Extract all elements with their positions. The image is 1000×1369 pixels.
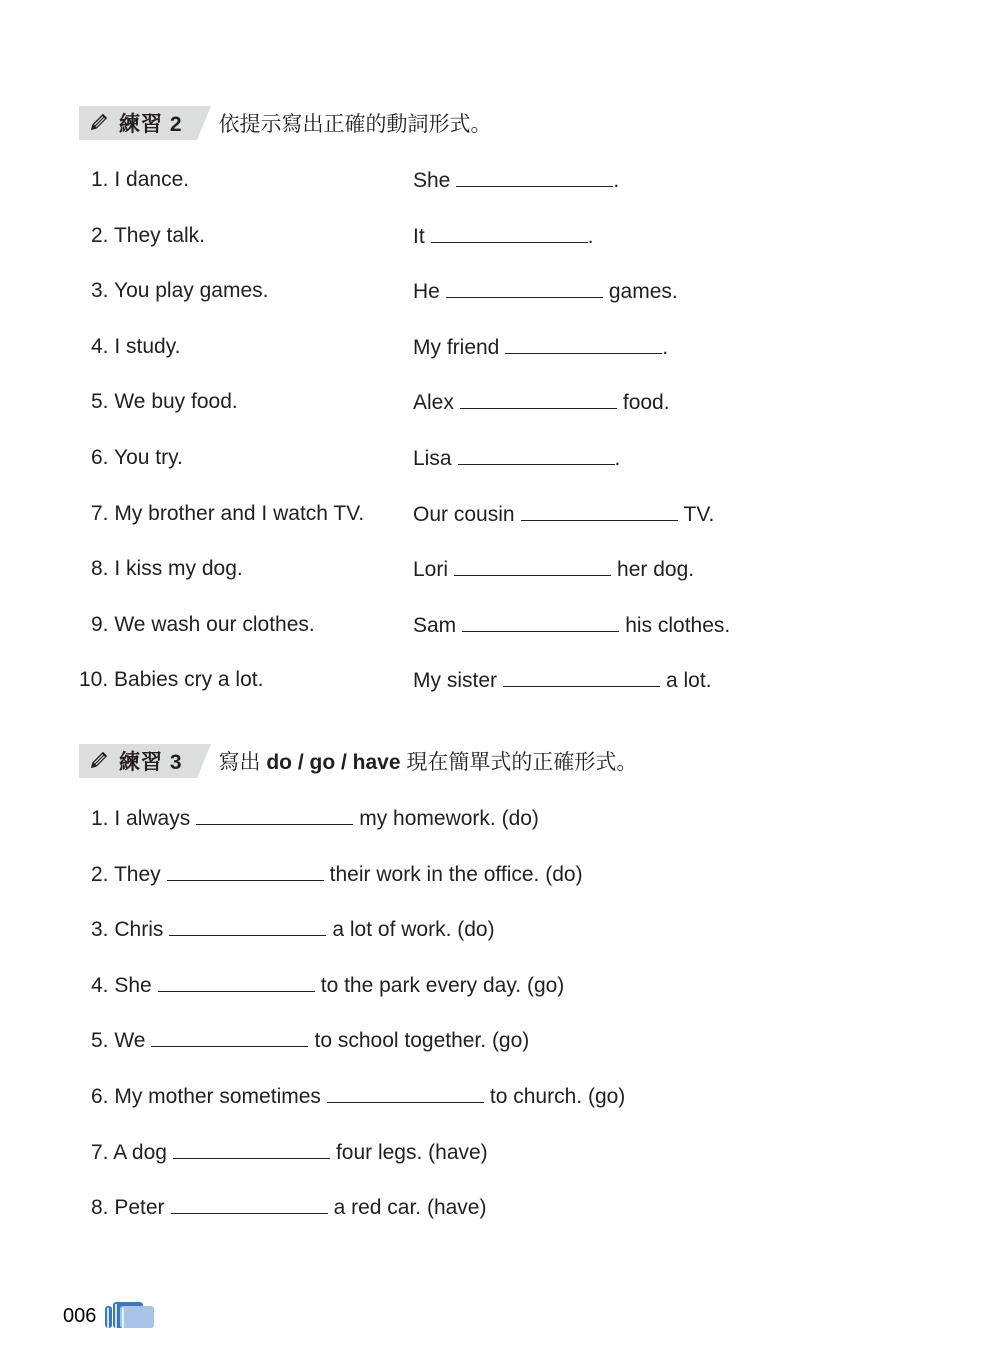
exercise-3-item: [91, 1195, 486, 1220]
answer-blank[interactable]: [446, 279, 603, 298]
instruction-verbs: do / go / have: [266, 751, 401, 774]
sentence-end: a lot of work. (do): [332, 918, 495, 942]
sentence-end: my homework. (do): [359, 807, 539, 830]
answer-blank[interactable]: [196, 806, 353, 825]
answer-rest: her dog.: [617, 558, 695, 582]
answer-blank[interactable]: [454, 557, 611, 576]
page-footer: [63, 1300, 156, 1328]
answer-blank[interactable]: [173, 1140, 330, 1159]
item-number: 6.: [91, 1085, 109, 1108]
sentence-start: I always: [114, 807, 191, 830]
item-number: 6.: [91, 446, 109, 469]
exercise-2-prompt: [91, 224, 205, 248]
exercise-2-prompt: [91, 168, 189, 192]
item-number: 1.: [91, 168, 109, 191]
exercise-3-item: [91, 1084, 625, 1109]
sentence-end: a red car. (have): [333, 1196, 487, 1220]
answer-blank[interactable]: [167, 862, 324, 881]
exercise-2-prompt: [91, 502, 364, 526]
instruction-prefix: 寫出: [218, 751, 261, 774]
item-number: 3.: [91, 918, 109, 942]
exercise-3-item: [91, 917, 495, 942]
exercise-2-answer-line: [413, 446, 620, 471]
answer-rest: TV.: [683, 502, 715, 526]
sentence-start: Peter: [114, 1196, 165, 1220]
answer-subject: She: [413, 169, 451, 192]
exercise-3-item: [91, 1028, 529, 1053]
exercise-2-answer-line: [413, 502, 714, 527]
answer-blank[interactable]: [327, 1084, 484, 1103]
answer-blank[interactable]: [460, 390, 617, 409]
answer-rest: .: [662, 335, 669, 359]
exercise-2-prompt: [91, 557, 243, 581]
item-number: 10.: [79, 668, 109, 692]
pencil-icon: [87, 112, 109, 134]
answer-rest: .: [614, 447, 621, 470]
item-number: 3.: [91, 279, 109, 303]
item-number: 2.: [91, 223, 109, 247]
exercise-3-item: [91, 973, 564, 998]
item-number: 4.: [91, 334, 109, 358]
prompt-text: I kiss my dog.: [114, 557, 243, 581]
exercise-2-answer-line: [413, 335, 668, 360]
exercise-3-instruction: [219, 746, 638, 776]
prompt-text: We wash our clothes.: [114, 612, 315, 636]
answer-subject: My friend: [413, 335, 500, 359]
exercise-2-prompt: [91, 279, 268, 303]
item-number: 9.: [91, 612, 109, 636]
prompt-text: You try.: [113, 446, 183, 469]
prompt-text: My brother and I watch TV.: [114, 501, 365, 525]
answer-rest: .: [587, 224, 594, 248]
sentence-end: their work in the office. (do): [329, 862, 583, 886]
prompt-text: I study.: [114, 334, 181, 358]
answer-blank[interactable]: [158, 973, 315, 992]
sentence-start: We: [114, 1029, 146, 1053]
pencil-icon: [87, 750, 109, 772]
answer-rest: a lot.: [666, 669, 712, 693]
exercise-2-label: 練習 2: [119, 113, 183, 136]
exercise-3-header: [79, 744, 637, 778]
exercise-2-answer-line: [413, 224, 594, 249]
exercise-2-answer-line: [413, 668, 712, 693]
exercise-2-instruction: 依提示寫出正確的動詞形式。: [218, 113, 492, 136]
sentence-start: A dog: [113, 1140, 167, 1164]
prompt-text: We buy food.: [114, 390, 238, 414]
sentence-start: Chris: [114, 918, 164, 942]
exercise-3-item: [91, 806, 539, 831]
answer-rest: food.: [622, 391, 670, 415]
item-number: 7.: [91, 501, 109, 525]
exercise-2-prompt: [91, 446, 183, 470]
exercise-2-prompt: [91, 390, 238, 414]
prompt-text: They talk.: [113, 223, 206, 247]
exercise-2-prompt: [79, 668, 263, 692]
prompt-text: Babies cry a lot.: [114, 668, 264, 692]
answer-rest: .: [613, 169, 620, 192]
sentence-end: to church. (go): [489, 1085, 626, 1108]
answer-subject: Sam: [413, 613, 457, 637]
exercise-2-header: [79, 106, 492, 140]
sentence-end: to the park every day. (go): [320, 973, 565, 997]
item-number: 4.: [91, 973, 109, 997]
answer-subject: Alex: [413, 391, 454, 415]
sentence-start: They: [113, 862, 161, 886]
answer-blank[interactable]: [171, 1195, 328, 1214]
sentence-start: She: [114, 973, 152, 997]
exercise-2-prompt: [91, 613, 315, 637]
exercise-2-answer-line: [413, 168, 619, 193]
exercise-2-prompt: [91, 335, 181, 359]
item-number: 5.: [91, 1029, 109, 1053]
exercise-2-tag: [79, 106, 197, 140]
answer-subject: Lisa: [413, 447, 452, 470]
answer-subject: Our cousin: [413, 502, 515, 526]
answer-blank[interactable]: [151, 1028, 308, 1047]
exercise-2-answer-line: [413, 279, 678, 304]
books-icon: [104, 1300, 156, 1328]
sentence-start: My mother sometimes: [114, 1085, 321, 1108]
answer-blank[interactable]: [169, 917, 326, 936]
prompt-text: I dance.: [114, 168, 190, 191]
instruction-suffix: 現在簡單式的正確形式。: [406, 751, 638, 774]
answer-rest: games.: [608, 280, 678, 304]
item-number: 5.: [91, 390, 109, 414]
prompt-text: You play games.: [113, 279, 269, 303]
answer-subject: It: [413, 224, 425, 248]
exercise-3-label: 練習 3: [119, 751, 183, 774]
exercise-2-answer-line: [413, 557, 694, 582]
item-number: 1.: [91, 807, 109, 830]
answer-subject: My sister: [413, 669, 497, 693]
answer-subject: Lori: [413, 558, 449, 582]
exercise-3-item: [91, 1140, 488, 1165]
exercise-2-answer-line: [413, 390, 670, 415]
item-number: 8.: [91, 1196, 109, 1220]
exercise-3-item: [91, 862, 583, 887]
answer-rest: his clothes.: [625, 613, 731, 637]
sentence-end: to school together. (go): [314, 1029, 530, 1053]
item-number: 8.: [91, 557, 109, 581]
item-number: 7.: [91, 1140, 109, 1164]
exercise-2-answer-line: [413, 613, 730, 638]
answer-blank[interactable]: [456, 168, 613, 187]
answer-blank[interactable]: [462, 613, 619, 632]
answer-blank[interactable]: [431, 224, 588, 243]
page-number: 006: [63, 1305, 97, 1327]
answer-blank[interactable]: [458, 446, 615, 465]
item-number: 2.: [91, 862, 109, 886]
answer-subject: He: [413, 280, 440, 304]
answer-blank[interactable]: [521, 502, 678, 521]
exercise-3-tag: [79, 744, 197, 778]
answer-blank[interactable]: [505, 335, 662, 354]
answer-blank[interactable]: [503, 668, 660, 687]
sentence-end: four legs. (have): [335, 1140, 488, 1164]
